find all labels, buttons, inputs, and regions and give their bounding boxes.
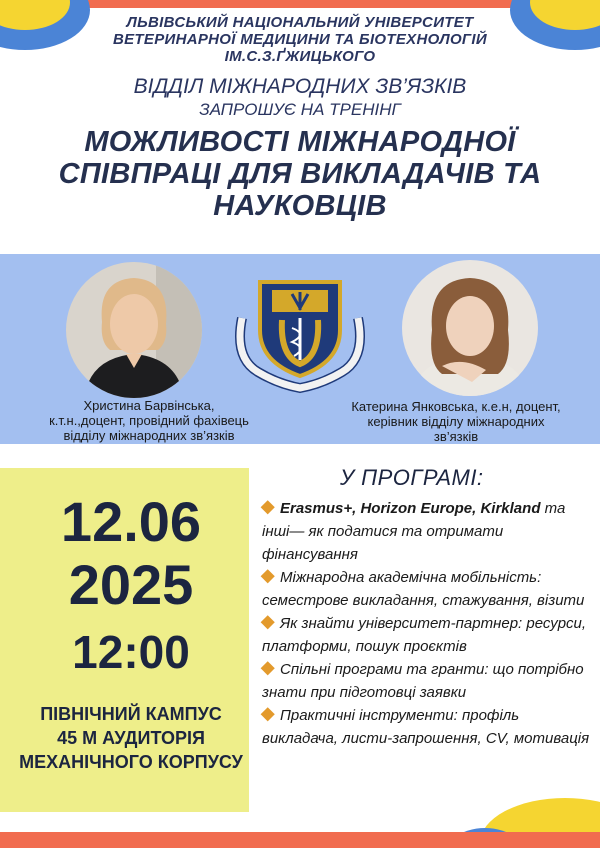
program-list [262,497,596,750]
invite-text: ЗАПРОШУЄ НА ТРЕНІНГ [199,100,401,119]
bottom-accent-stripe [0,832,600,848]
event-time: 12:00 [72,626,190,678]
program-item: Як знайти університет-партнер: ресурси, платформи, пошук проєктів [262,615,587,655]
program-item: Erasmus+, Horizon Europe, Kirkland та інші— як податися та отримати фінансування [262,500,566,563]
department-name: ВІДДІЛ МІЖНАРОДНИХ ЗВ’ЯЗКІВ [133,75,467,98]
diamond-bullet-icon [261,569,275,583]
diamond-bullet-icon [261,661,275,675]
training-title: МОЖЛИВОСТІ МІЖНАРОДНОЇ СПІВПРАЦІ ДЛЯ ВИКЛАДАЧІВ ТА НАУКОВЦІВ [58,126,542,222]
program-heading: У ПРОГРАМІ: [340,465,484,490]
diamond-bullet-icon [261,500,275,514]
speaker-photo-left [66,262,202,398]
university-crest-icon [234,268,366,394]
speaker-caption-left: Христина Барвінська, к.т.н.,доцент, провідний фахівець відділу міжнародних зв’язків [49,398,249,443]
university-name: ЛЬВІВСЬКИЙ НАЦІОНАЛЬНИЙ УНІВЕРСИТЕТ ВЕТЕРИНАРНОЇ МЕДИЦИНИ ТА БІОТЕХНОЛОГІЙ ІМ.С.З.ҐЖИЦЬКОГО [113,14,487,65]
event-venue: ПІВНІЧНИЙ КАМПУС 45 М АУДИТОРІЯ МЕХАНІЧНОГО КОРПУСУ [19,704,243,772]
event-date: 12.06 2025 [60,490,202,616]
diamond-bullet-icon [261,707,275,721]
speaker-photo-right [402,260,538,396]
poster-header [0,14,600,222]
program-item: Міжнародна академічна мобільність: семестрове викладання, стажування, візити [262,569,585,609]
speaker-caption-right: Катерина Янковська, к.е.н, доцент, керівник відділу міжнародних зв’язків [351,399,561,444]
program-item: Спільні програми та гранти: що потрібно знати при підготовці заявки [262,661,584,701]
diamond-bullet-icon [261,615,275,629]
program-item: Практичні інструменти: профіль викладача, листи-запрошення, CV, мотивація [262,707,590,747]
